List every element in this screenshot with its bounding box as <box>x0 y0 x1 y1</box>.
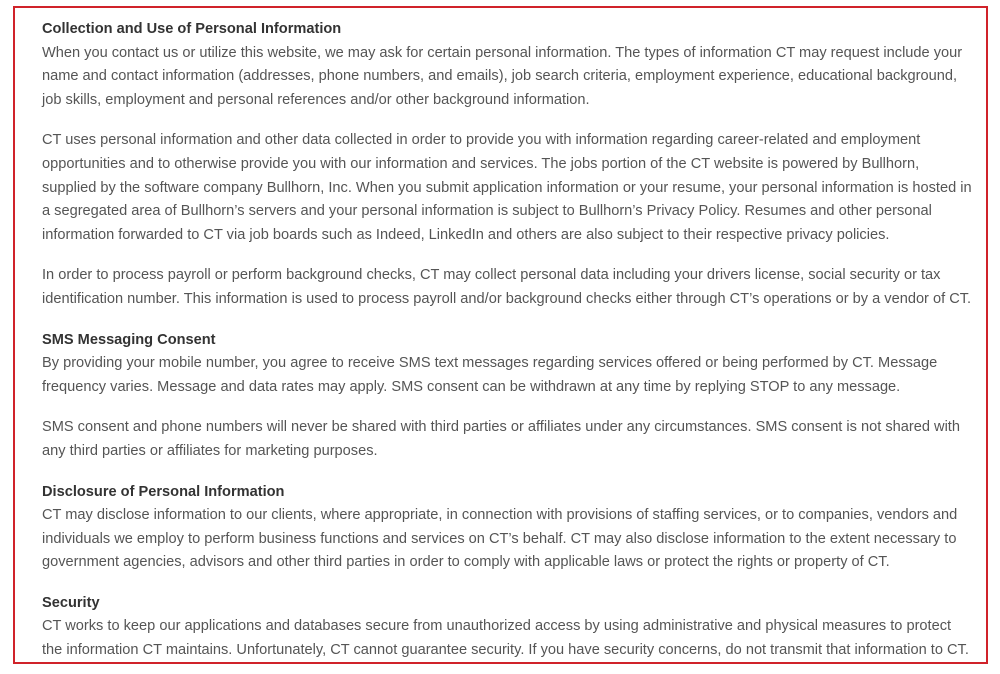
paragraph: In order to process payroll or perform background checks, CT may collect personal data including your drivers license, social security or tax identification number. This information is used to process payroll and/or background checks either through CT’s operations or by a vendor of CT. <box>42 267 972 307</box>
highlight-frame <box>13 6 988 664</box>
section-heading: Security <box>42 594 100 611</box>
section-disclosure <box>42 481 972 575</box>
section-heading: Disclosure of Personal Information <box>42 483 285 500</box>
section-collection-use <box>42 18 972 312</box>
paragraph: When you contact us or utilize this website, we may ask for certain personal information. The types of information CT may request include your name and contact information (addresses, phone numbers, and emails), job search criteria, employment experience, educational background, job skills, employment and personal references and/or other background information. <box>42 44 963 108</box>
section-sms-consent <box>42 329 972 464</box>
policy-content <box>15 8 986 663</box>
paragraph: By providing your mobile number, you agree to receive SMS text messages regarding services offered or being performed by CT. Message frequency varies. Message and data rates may apply. SMS consent can be withdrawn at any time by replying STOP to any message. <box>42 355 938 395</box>
paragraph: SMS consent and phone numbers will never be shared with third parties or affiliates under any circumstances. SMS consent is not shared with any third parties or affiliates for marketing purposes. <box>42 419 960 459</box>
paragraph: CT may disclose information to our clients, where appropriate, in connection with provisions of staffing services, or to companies, vendors and individuals we employ to perform business functions and services on CT’s behalf. CT may also disclose information to the extent necessary to government agencies, advisors and other third parties in order to comply with applicable laws or protect the rights or property of CT. <box>42 507 958 571</box>
section-heading: SMS Messaging Consent <box>42 331 216 348</box>
paragraph: CT uses personal information and other data collected in order to provide you with information regarding career-related and employment opportunities and to otherwise provide you with our information and services. The jobs portion of the CT website is powered by Bullhorn, supplied by the software company Bullhorn, Inc. When you submit application information or your resume, your personal information is hosted in a segregated area of Bullhorn’s servers and your personal information is subject to Bullhorn’s Privacy Policy. Resumes and other personal information forwarded to CT via job boards such as Indeed, LinkedIn and others are also subject to their respective privacy policies. <box>42 132 972 243</box>
section-heading: Collection and Use of Personal Information <box>42 21 342 37</box>
section-security <box>42 592 972 663</box>
paragraph: CT works to keep our applications and databases secure from unauthorized access by using administrative and physical measures to protect the information CT maintains. Unfortunately, CT cannot guarantee security. If you have security concerns, do not transmit that information to CT. <box>42 618 969 659</box>
